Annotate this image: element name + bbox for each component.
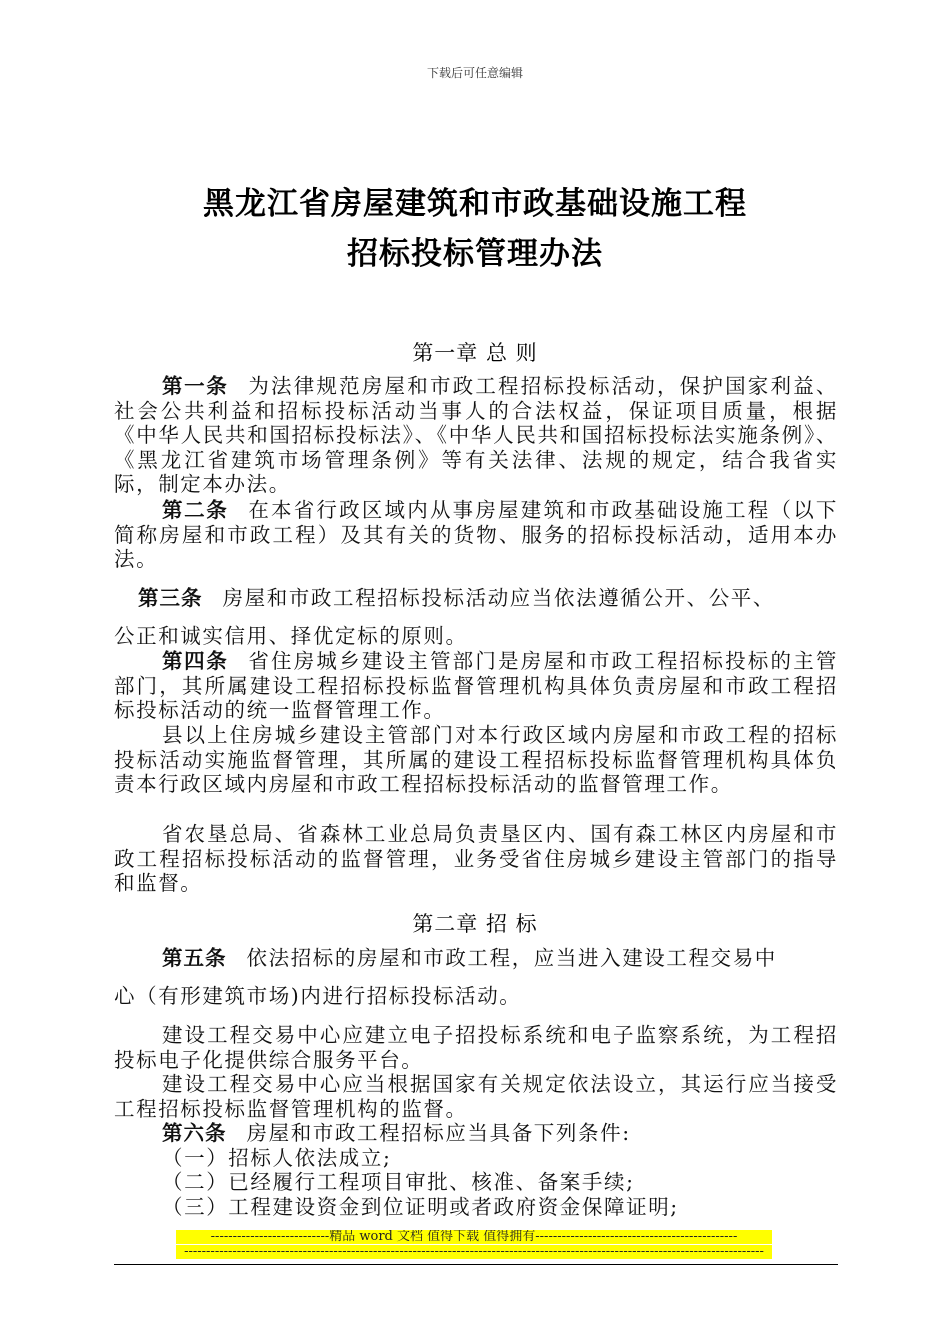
- article-text: 依法招标的房屋和市政工程，应当进入建设工程交易中: [246, 946, 777, 970]
- article-6-item-2: （二）已经履行工程项目审批、核准、备案手续;: [162, 1170, 635, 1194]
- document-title-line2: 招标投标管理办法: [347, 236, 603, 272]
- footer-banner-line1: ---------------------------精品 word 文档 值得下载 值得拥有----------------------------------------------: [176, 1230, 772, 1244]
- article-2: [114, 498, 838, 572]
- article-label: 第二条: [162, 498, 229, 522]
- header-note: 下载后可任意编辑: [426, 66, 523, 80]
- article-text: 房屋和市政工程招标投标活动应当依法遵循公开、公平、: [222, 586, 775, 610]
- article-5-paragraph-3: 建设工程交易中心应当根据国家有关规定依法设立，其运行应当接受工程招标投标监督管理机构的监督。: [114, 1072, 838, 1121]
- article-text: 省住房城乡建设主管部门是房屋和市政工程招标投标的主管部门，其所属建设工程招标投标监督管理机构具体负责房屋和市政工程招标投标活动的统一监督管理工作。: [114, 649, 838, 722]
- chapter-heading-1: 第一章 总 则: [412, 341, 538, 365]
- footer-rule: [114, 1264, 838, 1265]
- article-6: [114, 1121, 838, 1146]
- article-label: 第三条: [138, 586, 203, 610]
- article-label: 第六条: [162, 1121, 227, 1145]
- article-5-paragraph-2: 建设工程交易中心应建立电子招投标系统和电子监察系统，为工程招投标电子化提供综合服务平台。: [114, 1023, 838, 1072]
- article-6-item-3: （三）工程建设资金到位证明或者政府资金保障证明;: [162, 1195, 679, 1219]
- article-3-line2: 公正和诚实信用、择优定标的原则。: [114, 624, 468, 648]
- document-title-line1: 黑龙江省房屋建筑和市政基础设施工程: [203, 186, 747, 222]
- article-text: 为法律规范房屋和市政工程招标投标活动，保护国家利益、社会公共利益和招标投标活动当事人的合法权益，保证项目质量，根据《中华人民共和国招标投标法》、《中华人民共和国招标投标法实施条例》、《黑龙江省建筑市场管理条例》等有关法律、法规的规定，结合我省实际，制定本办法。: [114, 374, 838, 496]
- article-text: 在本省行政区域内从事房屋建筑和市政基础设施工程（以下简称房屋和市政工程）及其有关的货物、服务的招标投标活动，适用本办法。: [114, 498, 838, 571]
- article-3-line1: [114, 586, 838, 611]
- article-label: 第五条: [162, 946, 227, 970]
- article-label: 第一条: [162, 374, 229, 398]
- article-4-paragraph-2: 县以上住房城乡建设主管部门对本行政区域内房屋和市政工程的招标投标活动实施监督管理，其所属的建设工程招标投标监督管理机构具体负责本行政区域内房屋和市政工程招标投标活动的监督管理工作。: [114, 723, 838, 796]
- article-6-item-1: （一）招标人依法成立;: [162, 1146, 392, 1170]
- article-4: [114, 649, 838, 723]
- article-text: 房屋和市政工程招标应当具备下列条件:: [246, 1121, 631, 1145]
- chapter-heading-2: 第二章 招 标: [412, 912, 538, 936]
- article-4-paragraph-3: 省农垦总局、省森林工业总局负责垦区内、国有森工林区内房屋和市政工程招标投标活动的监督管理，业务受省住房城乡建设主管部门的指导和监督。: [114, 822, 838, 895]
- article-1: [114, 374, 838, 497]
- footer-banner-line2: ------------------------------------------------------------------------------------------------------------------------------------: [176, 1245, 772, 1259]
- article-5-line2: 心（有形建筑市场)内进行招标投标活动。: [114, 984, 522, 1008]
- article-label: 第四条: [162, 649, 229, 673]
- article-5-line1: [114, 946, 838, 971]
